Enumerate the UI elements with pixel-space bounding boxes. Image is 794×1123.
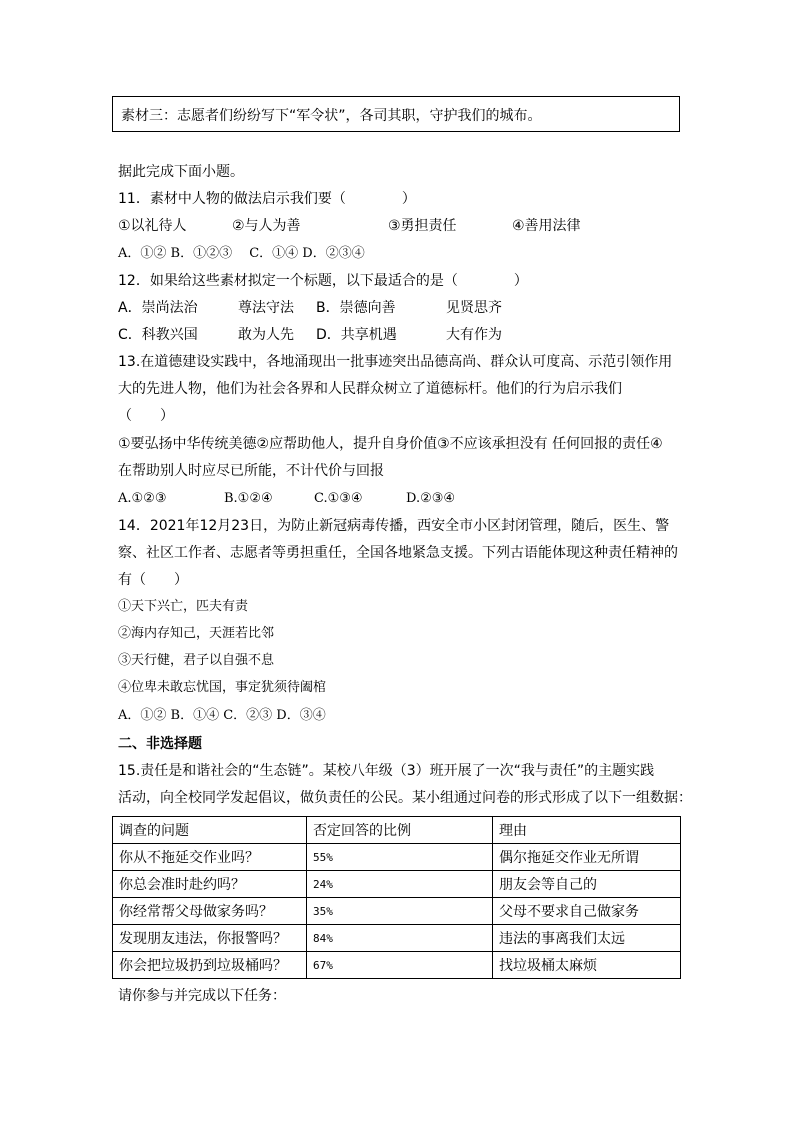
q15-line-1: 15.责任是和谐社会的“生态链”。某校八年级（3）班开展了一次“我与责任”的主题实践 — [118, 763, 655, 779]
q13-answer-a: A.①②③ — [118, 491, 167, 506]
q14-line-2: 察、社区工作者、志愿者等勇担重任，全国各地紧急支援。下列古语能体现这种责任精神的 — [118, 545, 678, 561]
question-cell: 发现朋友违法，你报警吗？ — [113, 925, 307, 952]
header-negative-ratio: 否定回答的比例 — [307, 817, 493, 844]
q11-choice-1: ①以礼待人 — [118, 218, 187, 234]
q12-option-d-2: 大有作为 — [446, 327, 502, 343]
q13-line-3: （ ） — [118, 408, 174, 424]
ratio-cell: 84% — [307, 925, 493, 952]
q14-line-3: 有（ ） — [118, 572, 188, 588]
q13-answer-d: D.②③④ — [406, 491, 456, 506]
q11-stem: 11．素材中人物的做法启示我们要（ ） — [118, 191, 416, 207]
table-row — [113, 844, 681, 871]
material-three-text: 素材三：志愿者们纷纷写下“军令状”，各司其职，守护我们的城布。 — [121, 108, 542, 124]
q12-option-a: A．崇尚法治 — [118, 300, 198, 316]
q12-stem: 12．如果给这些素材拟定一个标题，以下最适合的是（ ） — [118, 273, 528, 289]
question-cell: 你经常帮父母做家务吗？ — [113, 898, 307, 925]
material-box — [112, 96, 680, 132]
intro-text: 据此完成下面小题。 — [118, 164, 244, 180]
header-reason: 理由 — [493, 817, 681, 844]
ratio-cell: 24% — [307, 871, 493, 898]
q11-choice-4: ④善用法律 — [512, 218, 581, 234]
q14-item-2: ②海内存知己，天涯若比邻 — [118, 626, 275, 641]
q13-line-1: 13.在道德建设实践中，各地涌现出一批事迹突出品德高尚、群众认可度高、示范引领作用 — [118, 354, 673, 370]
table-row — [113, 952, 681, 979]
question-cell: 你会把垃圾扔到垃圾桶吗？ — [113, 952, 307, 979]
q11-answers: A．①② B．①②③ C．①④ D．②③④ — [118, 246, 365, 261]
ratio-cell: 35% — [307, 898, 493, 925]
q13-line-5: 在帮助别人时应尽已所能，不计代价与回报 — [118, 463, 384, 479]
q12-option-d: D．共享机遇 — [316, 327, 397, 343]
reason-cell: 父母不要求自己做家务 — [493, 898, 681, 925]
q13-answer-c: C.①③④ — [314, 491, 363, 506]
reason-cell: 偶尔拖延交作业无所谓 — [493, 844, 681, 871]
section-heading: 二、非选择题 — [118, 736, 202, 752]
q14-item-1: ①天下兴亡，匹夫有责 — [118, 599, 249, 614]
q12-option-c-2: 敢为人先 — [238, 327, 294, 343]
reason-cell: 找垃圾桶太麻烦 — [493, 952, 681, 979]
q14-answers: A．①② B．①④ C．②③ D．③④ — [118, 708, 326, 723]
ratio-cell: 55% — [307, 844, 493, 871]
table-row — [113, 898, 681, 925]
question-cell: 你总会准时赴约吗？ — [113, 871, 307, 898]
question-cell: 你从不拖延交作业吗？ — [113, 844, 307, 871]
q15-task: 请你参与并完成以下任务： — [118, 988, 286, 1004]
reason-cell: 朋友会等自己的 — [493, 871, 681, 898]
q12-option-b: B．崇德向善 — [316, 300, 396, 316]
table-row — [113, 925, 681, 952]
ratio-cell: 67% — [307, 952, 493, 979]
survey-table — [112, 816, 681, 979]
q13-line-2: 大的先进人物，他们为社会各界和人民群众树立了道德标杆。他们的行为启示我们 — [118, 381, 622, 397]
q11-choice-2: ②与人为善 — [232, 218, 301, 234]
header-question: 调查的问题 — [113, 817, 307, 844]
q15-line-2: 活动，向全校同学发起倡议，做负责任的公民。某小组通过问卷的形式形成了以下一组数据： — [118, 790, 692, 806]
q14-item-3: ③天行健，君子以自强不息 — [118, 653, 275, 668]
q13-line-4: ①要弘扬中华传统美德②应帮助他人，提升自身价值③不应该承担没有 任何回报的责任④ — [118, 436, 663, 452]
q11-choice-3: ③勇担责任 — [388, 218, 457, 234]
q14-line-1: 14．2021年12月23日，为防止新冠病毒传播，西安全市小区封闭管理，随后，医生、警 — [118, 518, 670, 534]
q14-item-4: ④位卑未敢忘忧国，事定犹须待阖棺 — [118, 680, 327, 695]
q12-option-c: C．科教兴国 — [118, 327, 198, 343]
q12-option-b-2: 见贤思齐 — [446, 300, 502, 316]
q12-option-a-2: 尊法守法 — [238, 300, 294, 316]
table-row — [113, 871, 681, 898]
q13-answer-b: B.①②④ — [224, 491, 273, 506]
table-header-row — [113, 817, 681, 844]
reason-cell: 违法的事离我们太远 — [493, 925, 681, 952]
